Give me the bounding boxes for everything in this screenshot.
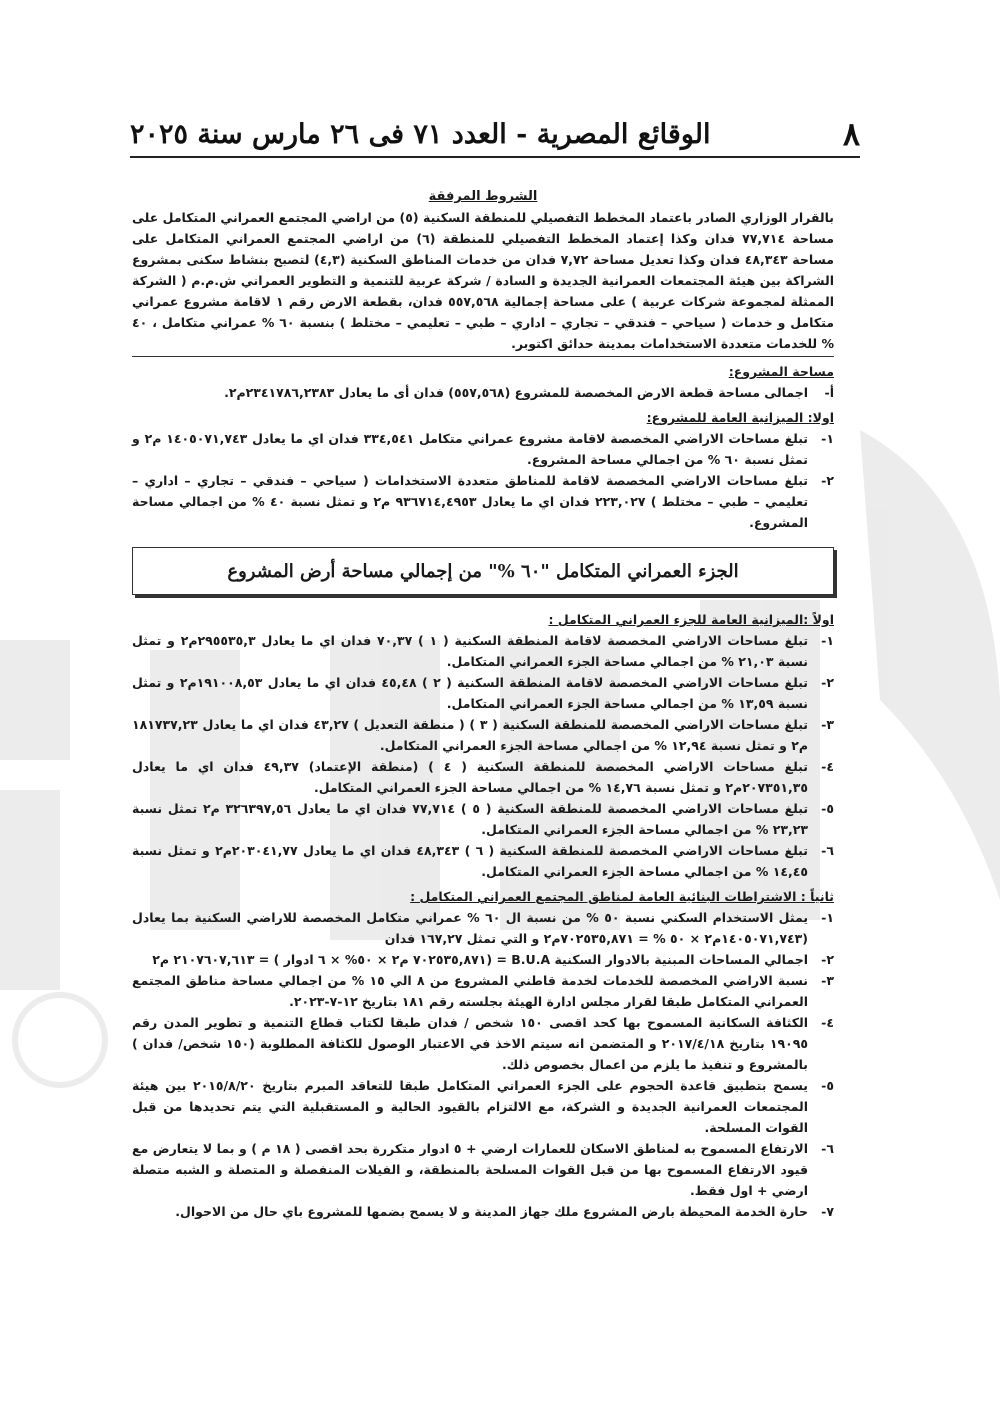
item-text: الكثافة السكانية المسموح بها كحد اقصى ١٥٠ شخص / فدان طبقا لكتاب قطاع التنمية و تطوير المدن رقم ١٩٠٩٥ بتاريخ ٢٠١٧/٤/١٨ و المتضمن انه سيتم الاخذ في الاعتبار الوصول للكثافة المطلوبة (١٥٠ شخص/ فدان ) بالمشروع و تنفيذ ما يلزم من اعمال بخصوص ذلك.	[132, 1015, 808, 1072]
item-text: تبلغ مساحات الاراضي المخصصة لاقامة مشروع عمراني متكامل ٣٣٤,٥٤١ فدان اي ما يعادل ١٤٠٥٠٧١,٧٤٣ م٢ و تمثل نسبة ٦٠ % من اجمالي مساحة المشروع.	[132, 431, 809, 467]
item-number: ١-	[821, 910, 834, 925]
conditions-title: الشروط المرفقة	[428, 189, 538, 204]
building-requirements-heading: ثانياً : الاشتراطات البنائية العامة لمناطق المجتمع العمراني المتكامل :	[410, 889, 834, 904]
item-number: ٤-	[821, 759, 834, 774]
list-item	[132, 1012, 834, 1075]
page-number: ٨	[842, 115, 860, 153]
list-item	[132, 798, 834, 840]
item-text: يمثل الاستخدام السكني نسبة ٥٠ % من نسبة ال ٦٠ % عمراني متكامل المخصصة للاراضي السكنية بما يعادل (١٤٠٥٠٧١,٧٤٣م٢ × ٥٠ % = ٧٠٢٥٣٥,٨٧١م٢ و التي تمثل ١٦٧,٢٧ فدان	[132, 910, 809, 946]
item-number: ١-	[821, 633, 834, 648]
item-text: تبلغ مساحات الاراضي المخصصة لاقامة المنطقة السكنية ( ١ ) ٧٠,٣٧ فدان اي ما يعادل ٢٩٥٥٣٥,٣م٢ و تمثل نسبة ٢١,٠٣ % من اجمالي مساحة الجزء العمراني المتكامل.	[132, 633, 809, 669]
page-header	[130, 112, 860, 158]
list-item	[132, 1201, 834, 1222]
item-number: ٤-	[821, 1015, 834, 1030]
gazette-title: الوقائع المصرية - العدد ٧١ فى ٢٦ مارس سنة ٢٠٢٥	[130, 118, 711, 150]
item-number: ٥-	[821, 801, 834, 816]
item-number: ٦-	[821, 843, 834, 858]
intro-paragraph: بالقرار الوزاري الصادر باعتماد المخطط التفصيلي للمنطقة السكنية (٥) من اراضي المجتمع العمراني المتكامل على مساحة ٧٧,٧١٤ فدان وكذا إعتماد المخطط التفصيلي للمنطقة (٦) من اراضي المجتمع العمراني المتكامل على مساحة ٤٨,٣٤٣ فدان وكذا تعديل مساحة ٧,٧٢ فدان من خدمات المناطق السكنية (٤,٣) لتصبح بنشاط سكنى بمشروع الشراكة بين هيئة المجتمعات العمرانية الجديدة و السادة / شركة عربية للتنمية و التطوير العمراني ش.م.م ( الشركة الممثلة لمجموعة شركات عربية ) على مساحة إجمالية ٥٥٧,٥٦٨ فدان، بقطعة الارض رقم ١ لاقامة مشروع عمراني متكامل و خدمات ( سياحي – فندقي – تجاري – اداري – طبي – تعليمي – مختلط ) بنسبة ٦٠ % عمراني متكامل ، ٤٠ % للخدمات متعددة الاستخدامات بمدينة حدائق اكتوبر.	[132, 210, 835, 351]
list-item	[132, 672, 834, 714]
item-text: تبلغ مساحات الاراضي المخصصة للمنطقة السكنية ( ٥ ) ٧٧,٧١٤ فدان اي ما يعادل ٣٢٦٣٩٧,٥٦ م٢ تمثل نسبة ٢٣,٢٣ % من اجمالي مساحة الجزء العمراني المتكامل.	[132, 801, 809, 837]
list-item	[132, 470, 834, 533]
item-number: ٢-	[821, 473, 834, 488]
item-number: أ-	[824, 385, 834, 400]
general-budget-heading: اولا: الميزانية العامة للمشروع:	[646, 410, 834, 425]
item-text: تبلغ مساحات الاراضي المخصصة لاقامة المنطقة السكنية ( ٢ ) ٤٥,٤٨ فدان اي ما يعادل ١٩١٠٠٨,٥٣م٢ و تمثل نسبة ١٣,٥٩ % من اجمالي مساحة الجزء العمراني المتكامل.	[132, 675, 808, 711]
list-item	[132, 382, 834, 403]
item-number: ١-	[821, 431, 834, 446]
item-number: ٣-	[821, 717, 834, 732]
item-text: يسمح بتطبيق قاعدة الحجوم على الجزء العمراني المتكامل طبقا للتعاقد المبرم بتاريخ ٢٠١٥/٨/٢٠ بين هيئة المجتمعات العمرانية الجديدة و الشركة، مع الالتزام بالقيود الحالية و المستقبلية التي يتم تحديدها من قبل القوات المسلحة.	[132, 1078, 808, 1135]
urban-budget-heading: اولاً :الميزانية العامة للجزء العمراني المتكامل :	[548, 612, 834, 627]
list-item	[132, 840, 834, 882]
item-text: تبلغ مساحات الاراضي المخصصة لاقامة للمناطق متعددة الاستخدامات ( سياحي – فندقي – تجاري – اداري – تعليمي – طبي – مختلط ) ٢٢٣,٠٢٧ فدان اي ما يعادل ٩٣٦٧١٤,٤٩٥٣ م٢ و تمثل نسبة ٤٠ % من اجمالي مساحة المشروع.	[132, 473, 809, 530]
item-text: اجمالى مساحة قطعة الارض المخصصة للمشروع (٥٥٧,٥٦٨) فدان أى ما يعادل ٢٣٤١٧٨٦,٢٣٨٣م٢.	[224, 385, 808, 400]
list-item	[132, 970, 834, 1012]
item-text: تبلغ مساحات الاراضي المخصصة للمنطقة السكنية ( ٤ ) (منطقة الإعتماد) ٤٩,٣٧ فدان اي ما يعادل ٢٠٧٣٥١,٣٥م٢ و تمثل نسبة ١٤,٧٦ % من اجمالي مساحة الجزء العمراني المتكامل.	[132, 759, 808, 795]
item-number: ٣-	[821, 973, 834, 988]
list-item	[132, 714, 834, 756]
list-item	[132, 630, 834, 672]
list-item	[132, 428, 834, 470]
divider	[132, 356, 834, 357]
item-number: ٦-	[821, 1141, 834, 1156]
project-area-heading: مساحة المشروع:	[728, 364, 834, 379]
item-text: تبلغ مساحات الاراضي المخصصة للمنطقة السكنية ( ٣ ) ( منطقة التعديل ) ٤٣,٢٧ فدان اي ما يعادل ١٨١٧٣٧,٢٣ م٢ و تمثل نسبة ١٢,٩٤ % من اجمالي مساحة الجزء العمراني المتكامل.	[132, 717, 808, 753]
item-number: ٧-	[821, 1204, 834, 1219]
item-number: ٥-	[821, 1078, 834, 1093]
list-item	[132, 907, 834, 949]
item-number: ٢-	[821, 675, 834, 690]
item-text: تبلغ مساحات الاراضي المخصصة للمنطقة السكنية ( ٦ ) ٤٨,٣٤٣ فدان اي ما يعادل ٢٠٣٠٤١,٧٧م٢ و تمثل نسبة ١٤,٤٥ % من اجمالي مساحة الجزء العمراني المتكامل.	[132, 843, 808, 879]
item-text: نسبة الاراضي المخصصة للخدمات لخدمة قاطني المشروع من ٨ الي ١٥ % من اجمالي مساحة مناطق المجتمع العمراني المتكامل طبقا لقرار مجلس ادارة الهيئة بجلسته رقم ١٨١ بتاريخ ١٢-٧-٢٠٢٣.	[132, 973, 808, 1009]
item-text: حارة الخدمة المحيطة بارض المشروع ملك جهاز المدينة و لا يسمح بضمها للمشروع باي حال من الاحوال.	[175, 1204, 808, 1219]
boxed-section-title: الجزء العمراني المتكامل "٦٠ %" من إجمالي مساحة أرض المشروع	[132, 547, 834, 595]
list-item	[132, 1075, 834, 1138]
list-item	[132, 949, 834, 970]
list-item	[132, 756, 834, 798]
item-text: الارتفاع المسموح به لمناطق الاسكان للعمارات ارضي + ٥ ادوار متكررة بحد اقصى ( ١٨ م ) و بما لا يتعارض مع قيود الارتفاع المسموح بها من قبل القوات المسلحة بالمنطقة، و الفيلات المنفصلة و المتصلة و الشبه متصلة ارضي + اول فقط.	[132, 1141, 808, 1198]
document-body	[132, 186, 834, 1222]
list-item	[132, 1138, 834, 1201]
item-number: ٢-	[821, 952, 834, 967]
item-text: اجمالي المساحات المبنية بالادوار السكنية B.U.A = (٧٠٢٥٣٥,٨٧١ م٢ × ٥٠% × ٦ ادوار ) = ٢١٠٧٦٠٧,٦١٣ م٢	[152, 952, 808, 967]
